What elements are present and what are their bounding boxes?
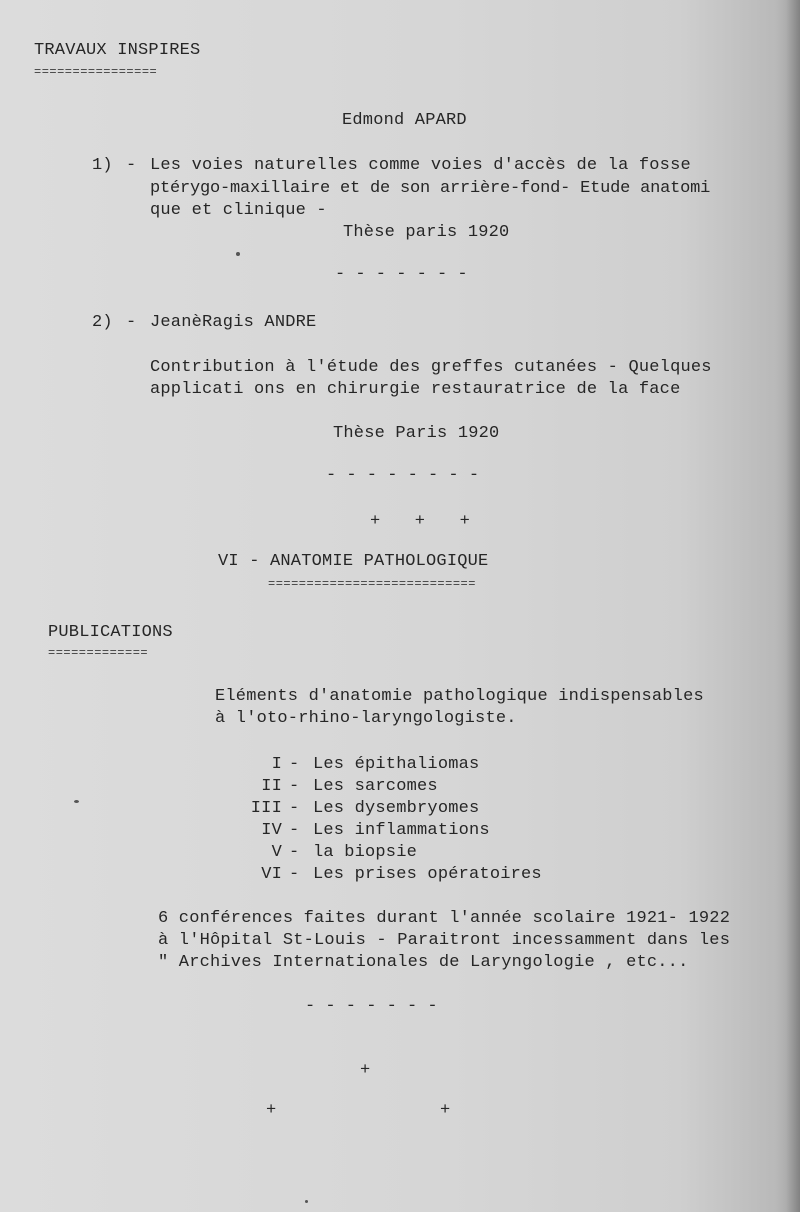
paper-speck <box>74 800 79 803</box>
section-heading-travaux: TRAVAUX INSPIRES <box>34 41 201 60</box>
chapter-separator: - <box>289 865 300 884</box>
chapter-title: Les sarcomes <box>313 777 438 796</box>
item-separator: - <box>126 156 137 175</box>
item-number: 1) <box>92 156 113 175</box>
item-text-line: ptérygo-maxillaire et de son arrière-fond- Etude anatomi <box>150 179 711 198</box>
cross-ornament: + + + <box>370 512 471 531</box>
item-text-line: Contribution à l'étude des greffes cutanées - Quelques <box>150 358 712 377</box>
publication-title-line: à l'oto-rhino-laryngologiste. <box>215 709 517 728</box>
publication-note-line: à l'Hôpital St-Louis - Paraitront incessamment dans les <box>158 931 731 950</box>
publication-note-line: 6 conférences faites durant l'année scolaire 1921- 1922 <box>158 909 731 928</box>
publication-title-line: Eléments d'anatomie pathologique indispensables <box>215 687 704 706</box>
section-heading-underline: =========================== <box>268 577 476 591</box>
page-edge-shadow <box>786 0 800 1212</box>
section-heading-underline: ================ <box>34 65 158 79</box>
item-number: 2) <box>92 313 113 332</box>
divider-dashes: - - - - - - - <box>305 997 438 1016</box>
item-text-line: que et clinique - <box>150 201 327 220</box>
chapter-title: Les dysembryomes <box>313 799 480 818</box>
publications-heading: PUBLICATIONS <box>48 623 173 642</box>
thesis-reference: Thèse Paris 1920 <box>333 424 500 443</box>
chapter-numeral: IV <box>261 821 282 840</box>
thesis-reference: Thèse paris 1920 <box>343 223 510 242</box>
paper-speck <box>236 252 240 256</box>
cross-ornament: + <box>440 1101 451 1120</box>
divider-dashes: - - - - - - - - <box>326 466 480 485</box>
item-text-line: Les voies naturelles comme voies d'accès de la fosse <box>150 156 691 175</box>
chapter-separator: - <box>289 843 300 862</box>
author-name: Edmond APARD <box>342 111 467 130</box>
chapter-title: Les prises opératoires <box>313 865 542 884</box>
item-separator: - <box>126 313 137 332</box>
chapter-numeral: V <box>271 843 282 862</box>
publication-note-line: " Archives Internationales de Laryngologie , etc... <box>158 953 689 972</box>
chapter-separator: - <box>289 777 300 796</box>
chapter-numeral: II <box>261 777 282 796</box>
chapter-numeral: III <box>250 799 282 818</box>
chapter-numeral: VI <box>261 865 282 884</box>
chapter-title: la biopsie <box>313 843 418 862</box>
chapter-separator: - <box>289 821 300 840</box>
cross-ornament: + <box>266 1101 277 1120</box>
chapter-separator: - <box>289 755 300 774</box>
chapter-separator: - <box>289 799 300 818</box>
chapter-title: Les inflammations <box>313 821 490 840</box>
publications-underline: ============= <box>48 646 149 660</box>
author-name: JeanèRagis ANDRE <box>150 313 317 332</box>
section-heading-anatomie: VI - ANATOMIE PATHOLOGIQUE <box>218 552 489 571</box>
chapter-numeral: I <box>271 755 282 774</box>
item-text-line: applicati ons en chirurgie restauratrice de la face <box>150 380 681 399</box>
paper-speck <box>305 1200 308 1203</box>
chapter-title: Les épithaliomas <box>313 755 480 774</box>
cross-ornament: + <box>360 1061 371 1080</box>
divider-dashes: - - - - - - - <box>335 265 468 284</box>
